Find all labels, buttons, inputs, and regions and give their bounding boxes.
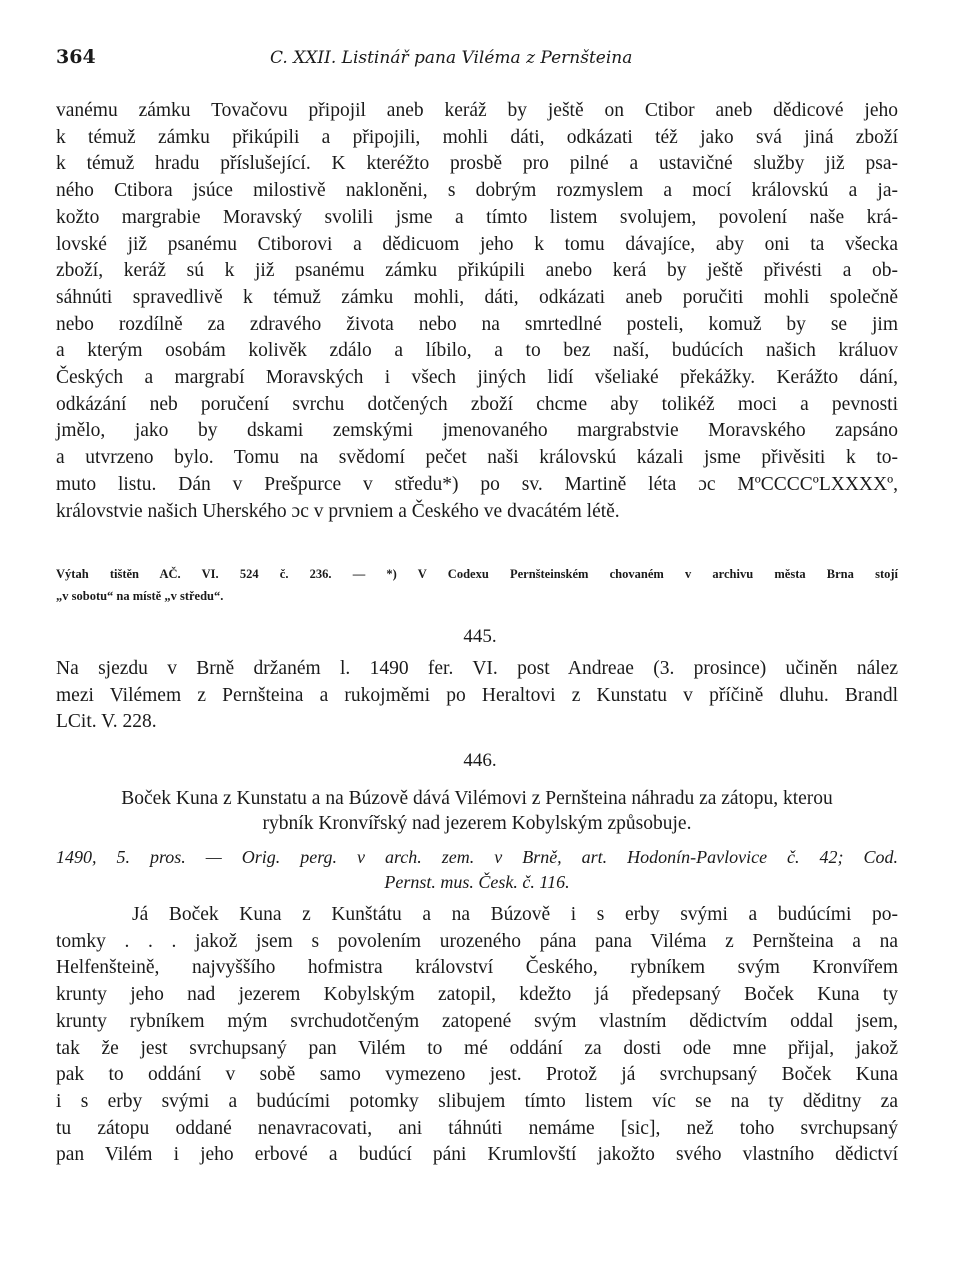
text-line: sáhnúti spravedlivě k témuž zámku mohli, dáti, odkázati aneb poručiti mohli společně [56, 286, 898, 308]
text-line: k témuž hradu příslušející. K kteréžto prosbě pro pilné a ustavičné služby již psa- [56, 153, 898, 175]
footnote [56, 563, 898, 607]
text-line: Já Boček Kuna z Kunštátu a na Búzově i s erby svými a budúcími po- [132, 904, 898, 925]
document-number-445: 445. [463, 626, 497, 647]
text-line: LCit. V. 228. [56, 711, 157, 732]
document-number-446: 446. [463, 750, 497, 771]
running-title: C. XXII. Listinář pana Viléma z Pernšteina [270, 48, 633, 68]
text-line: mezi Vilémem z Pernšteina a rukojměmi po Heraltovi z Kunstatu v příčině dluhu. Brandl [56, 684, 898, 706]
text-line: krunty rybníkem mým svrchudotčeným zatopené svým vlastním dědictvím oddal jsem, [56, 1010, 898, 1032]
regest-445 [56, 656, 898, 736]
text-line: pan Vilém i jeho erbové a budúcí páni Krumlovští jakožto svého vlastního dědictví [56, 1144, 898, 1166]
text-line: vanému zámku Tovačovu připojil aneb keráž by ještě on Ctibor aneb dědicové jeho [56, 100, 898, 121]
document-text-446 [56, 902, 898, 1169]
text-line: královstvie našich Uherského ɔc v prvniem a Českého ve dvacátém létě. [56, 500, 620, 522]
text-line: a utvrzeno bylo. Tomu na svědomí pečet naši královskú kázali jsme přivěsiti k to- [56, 447, 898, 469]
footnote-line: „v sobotu“ na místě „v středu“. [56, 589, 224, 603]
text-line: Českých a margrabí Moravských i všech jiných lidí všeliaké překážky. Kerážto dání, [56, 367, 898, 389]
text-line: Helfenšteině, najvyššího hofmistra království Českého, rybníkem svým Kronvířem [56, 957, 898, 979]
regest-446 [56, 786, 898, 836]
source-citation-446 [56, 845, 898, 895]
text-line: kožto margrabie Moravský svolili jsme a tímto listem svolujem, povolení naše krá- [56, 206, 898, 228]
text-line: Na sjezdu v Brně držaném l. 1490 fer. VI. post Andreae (3. prosince) učiněn nález [56, 658, 898, 679]
text-line: i s erby svými a budúcími potomky slibujem tímto listem víc se na ty děditny za [56, 1090, 898, 1112]
page-header [56, 46, 906, 78]
text-line: Pernst. mus. Česk. č. 116. [384, 872, 570, 892]
text-line: lovské již psanému Ctiborovi a dědicuom jeho k tomu dávajíce, aby oni ta všecka [56, 233, 898, 255]
text-line: krunty jeho nad jezerem Kobylským zatopil, kdežto já předepsaný Boček Kuna ty [56, 984, 898, 1006]
text-line: pak to oddání v sobě samo vymezeno jest. Protož já svrchupsaný Boček Kuna [56, 1064, 898, 1086]
text-line: k témuž zámku přikúpili a připojili, mohli dáti, odkázati též jako svá jiná zboží [56, 126, 898, 148]
text-line: tomky . . . jakož jsem s povolením urozeného pána pana Viléma z Pernšteina a na [56, 930, 898, 952]
text-line: jmělo, jako by dskami zemskými jmenovaného margrabstvie Moravského zapsáno [56, 420, 898, 442]
text-line: muto listu. Dán v Prešpurce v středu*) po sv. Martině léta ɔc MºCCCCºLXXXXº, [56, 473, 898, 495]
text-line: odkázání neb poručení svrchu dotčených zboží chcme aby tolikéž moci a pevnosti [56, 393, 898, 415]
paragraph-continuation [56, 98, 898, 525]
text-line: nebo rozdílně za zdravého života nebo na smrtedlné posteli, komuž by se jim [56, 313, 898, 335]
text-line: ného Ctibora jsúce milostivě nakloněni, s dobrým rozmyslem a mocí královskú a ja- [56, 180, 898, 202]
text-line: rybník Kronvířský nad jezerem Kobylským způsobuje. [262, 813, 692, 834]
text-line: a kterým osobám kolivěk zdálo a líbilo, a to bez naší, budúcích našich králuov [56, 340, 898, 362]
text-line: tak že jest svrchupsaný pan Vilém to mé oddání za dosti ode mne přijal, jakož [56, 1037, 898, 1059]
page-number: 364 [56, 46, 96, 68]
text-line: 1490, 5. pros. — Orig. perg. v arch. zem. v Brně, art. Hodonín-Pavlovice č. 42; Cod. [56, 847, 898, 867]
text-line: Boček Kuna z Kunstatu a na Búzově dává Vilémovi z Pernšteina náhradu za zátopu, kterou [121, 788, 833, 809]
text-line: tu zátopu oddané nenavracovati, ani táhnúti nemáme [sic], než toho svrchupsaný [56, 1117, 898, 1139]
text-line: zboží, keráž sú k již psanému zámku přikúpili anebo kerá by ještě přivésti a ob- [56, 260, 898, 282]
footnote-line: Výtah tištěn AČ. VI. 524 č. 236. — *) V Codexu Pernšteinském chovaném v archivu města Brna stojí [56, 567, 898, 581]
